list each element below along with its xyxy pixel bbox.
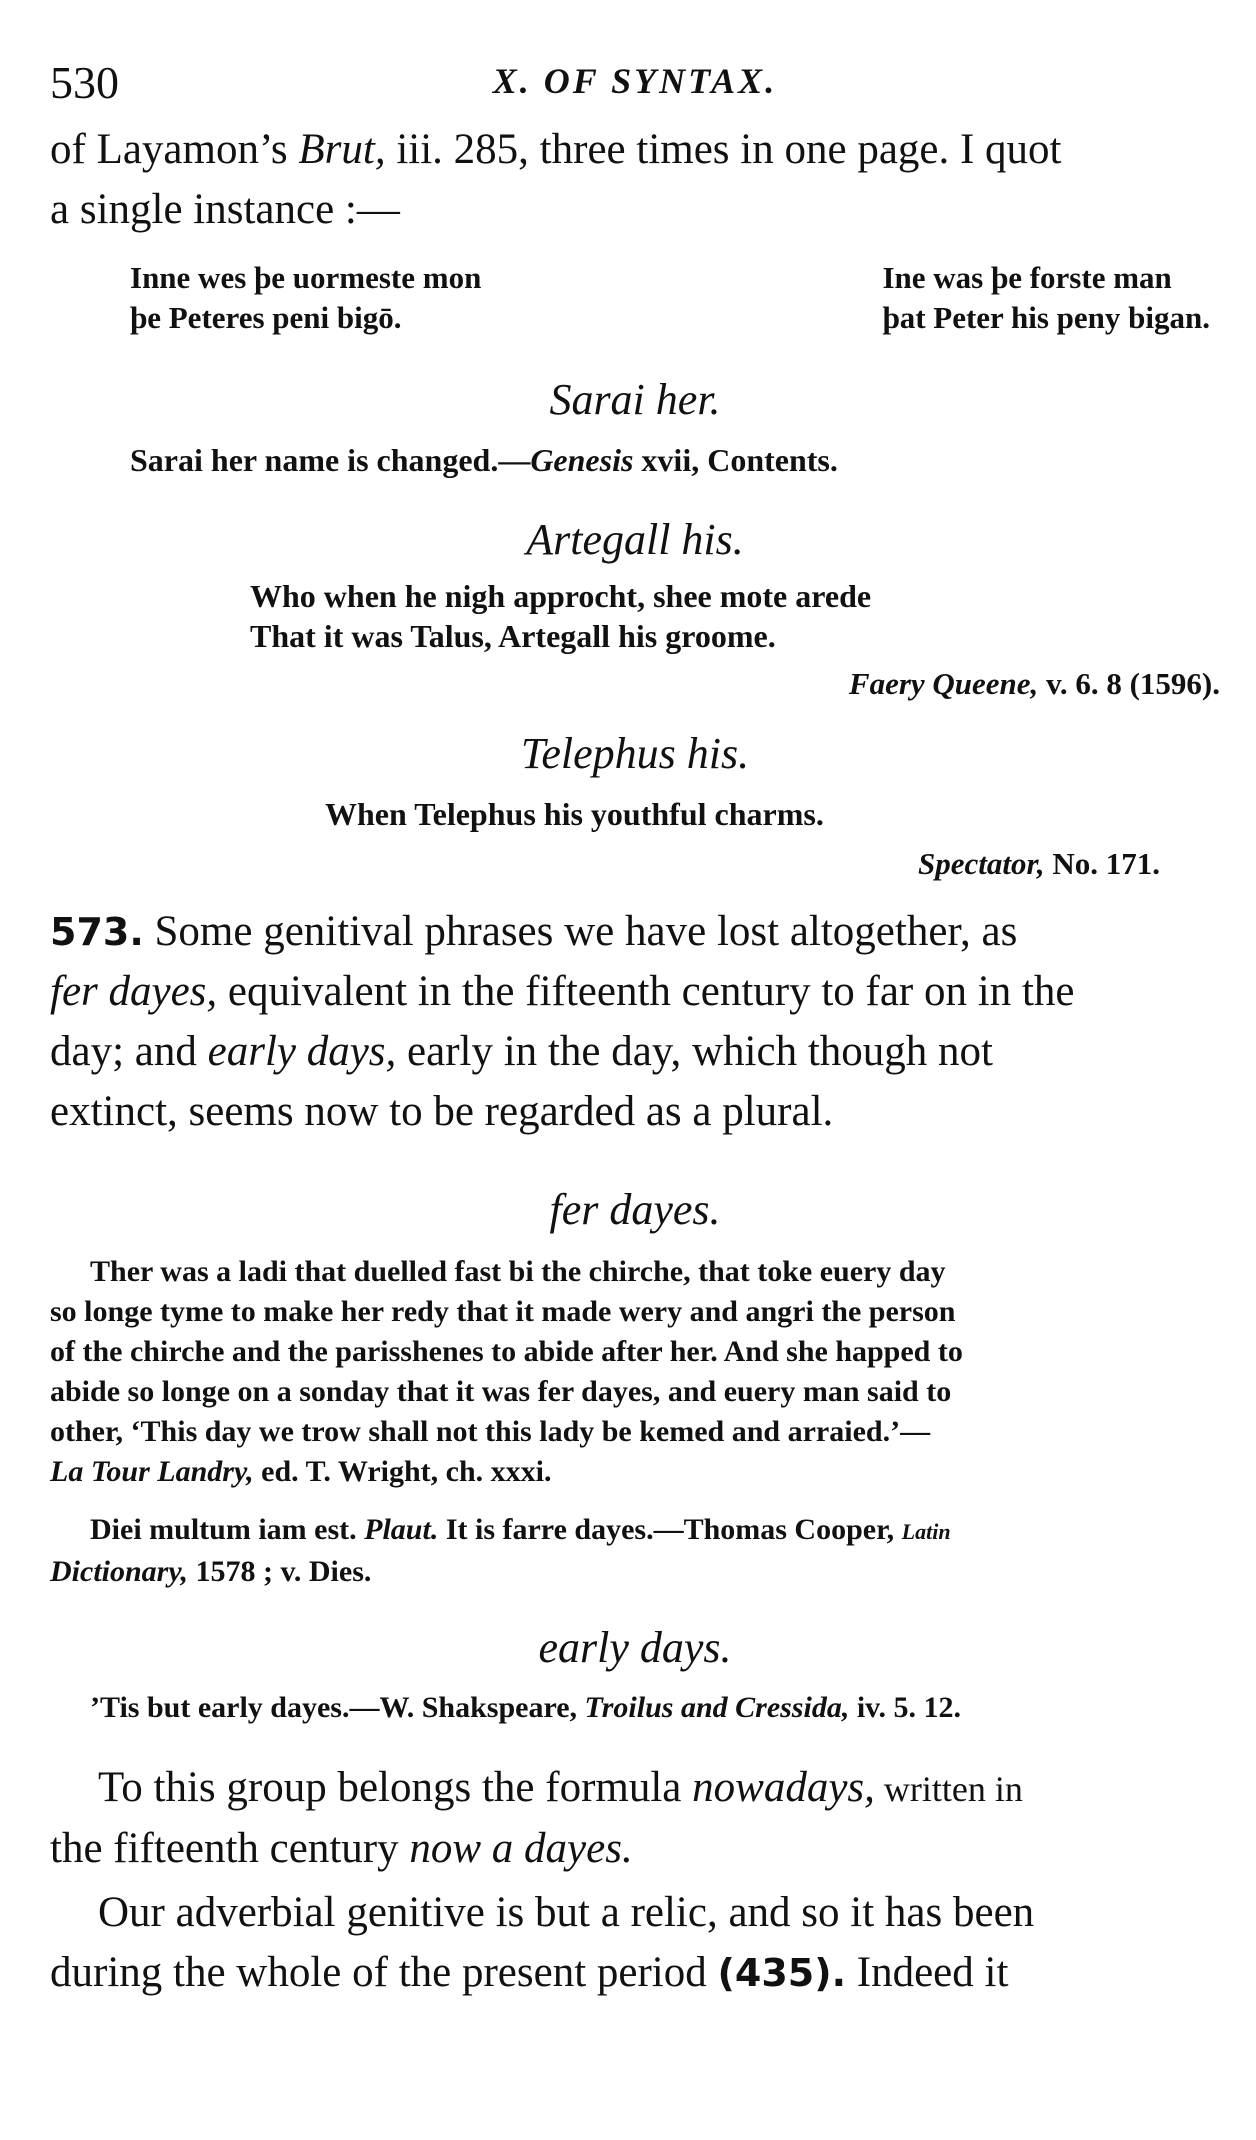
dictionary-ref: 1578 ; v. Dies. <box>188 1555 372 1588</box>
paragraph-reference: (435). <box>717 1951 847 1995</box>
telephus-quote: When Telephus his youthful charms. <box>325 796 824 832</box>
running-head: X. OF SYNTAX. <box>492 61 778 101</box>
sarai-quote-text: Sarai her name is changed.— <box>130 442 531 478</box>
early-days-heading: early days. <box>538 1623 732 1672</box>
verse-left-line-1: Inne wes þe uormeste mon <box>130 260 482 295</box>
nowadays-term: nowadays, <box>692 1764 875 1811</box>
section-573 <box>50 902 1220 1142</box>
artegall-line-1: Who when he nigh approcht, shee mote arede <box>250 578 872 614</box>
fer-dayes-line-3: of the chirche and the parisshenes to abide after her. And she happed to <box>50 1335 963 1368</box>
verse-block <box>50 258 1220 338</box>
la-tour-landry-title: La Tour Landry, <box>50 1455 254 1488</box>
brut-title: Brut, <box>298 126 386 173</box>
verse-right <box>882 258 1210 338</box>
closing-p1-line-2 <box>50 1819 1220 1879</box>
latin-line-1 <box>50 1510 1220 1552</box>
section-573-line-1 <box>50 902 1220 962</box>
fer-dayes-heading: fer dayes. <box>549 1185 721 1234</box>
sarai-quote <box>50 440 1220 480</box>
sarai-quote-ref: xvii, Contents. <box>633 442 838 478</box>
closing-p1-text-2: written in <box>874 1769 1023 1809</box>
latin-line-2 <box>50 1552 1220 1592</box>
early-days-text: ’Tis but early dayes.—W. Shakspeare, <box>90 1691 585 1724</box>
section-573-text-1: Some genitival phrases we have lost altogether, as <box>143 908 1018 955</box>
closing-p1-text: To this group belongs the formula <box>98 1764 693 1811</box>
latin-word: Latin <box>901 1519 951 1544</box>
artegall-heading: Artegall his. <box>526 515 744 564</box>
verse-right-line-1: Ine was þe forste man <box>882 260 1172 295</box>
dictionary-title: Dictionary, <box>50 1555 189 1588</box>
cooper-text: It is farre dayes.—Thomas Cooper, <box>438 1513 902 1546</box>
plaut-ref: Plaut. <box>364 1513 439 1546</box>
telephus-source-ref: No. 171. <box>1044 846 1160 881</box>
book-page <box>50 50 1220 2003</box>
fer-dayes-line-2: so longe tyme to make her redy that it made wery and angri the person <box>50 1295 956 1328</box>
opening-line-2: a single instance :— <box>50 186 400 233</box>
verse-right-line-2: þat Peter his peny bigan. <box>882 300 1210 335</box>
latin-text: Diei multum iam est. <box>90 1513 365 1546</box>
early-days-quote <box>50 1688 1220 1728</box>
fer-dayes-line-5: other, ‘This day we trow shall not this lady be kemed and arraied.’— <box>50 1415 931 1448</box>
verse-left-line-2: þe Peteres peni bigō. <box>130 300 402 335</box>
closing-paragraph-1 <box>50 1758 1220 1879</box>
artegall-source <box>50 662 1220 706</box>
closing-p2-text: during the whole of the present period <box>50 1949 718 1996</box>
early-days-term: early days, <box>207 1028 397 1075</box>
verse-left <box>130 258 481 338</box>
artegall-quote <box>50 576 1220 656</box>
page-header <box>50 50 1220 120</box>
now-a-dayes-term: now a dayes. <box>409 1825 633 1872</box>
section-573-line-2 <box>50 962 1220 1022</box>
closing-p1-line-1 <box>50 1758 1220 1819</box>
closing-paragraph-2 <box>50 1883 1220 2003</box>
fer-dayes-term: fer dayes, <box>50 968 218 1015</box>
artegall-source-ref: v. 6. 8 (1596). <box>1038 666 1220 701</box>
la-tour-landry-ref: ed. T. Wright, ch. xxxi. <box>253 1455 552 1488</box>
closing-p2-line-1: Our adverbial genitive is but a relic, and so it has been <box>98 1889 1035 1936</box>
section-573-line-4: extinct, seems now to be regarded as a plural. <box>50 1088 834 1135</box>
telephus-heading: Telephus his. <box>520 729 750 778</box>
opening-line-1 <box>50 120 1220 180</box>
fer-dayes-source <box>50 1452 1220 1492</box>
closing-p2-line-2 <box>50 1943 1220 2003</box>
troilus-ref: iv. 5. 12. <box>849 1691 962 1724</box>
section-573-text-2: equivalent in the fifteenth century to far on in the <box>217 968 1075 1015</box>
artegall-line-2: That it was Talus, Artegall his groome. <box>250 618 776 654</box>
artegall-source-title: Faery Queene, <box>848 666 1039 701</box>
closing-p2-text-2: Indeed it <box>846 1949 1009 1996</box>
opening-paragraph <box>50 120 1220 240</box>
telephus-source <box>50 842 1220 886</box>
opening-text-rest: iii. 285, three times in one page. I quot <box>385 126 1062 173</box>
opening-text: of Layamon’s <box>50 126 299 173</box>
fer-dayes-line-1: Ther was a ladi that duelled fast bi the chirche, that toke euery day <box>90 1255 946 1288</box>
section-number: 573. <box>50 910 144 954</box>
telephus-source-title: Spectator, <box>918 846 1045 881</box>
fer-dayes-line-4: abide so longe on a sonday that it was fer dayes, and euery man said to <box>50 1375 952 1408</box>
latin-quote <box>50 1510 1220 1592</box>
section-573-text-3a: day; and <box>50 1028 208 1075</box>
troilus-title: Troilus and Cressida, <box>584 1691 850 1724</box>
sarai-quote-source: Genesis <box>530 442 634 478</box>
closing-p1-text-3: the fifteenth century <box>50 1825 410 1872</box>
section-573-text-3b: early in the day, which though not <box>396 1028 993 1075</box>
section-573-line-3 <box>50 1022 1220 1082</box>
fer-dayes-quote <box>50 1252 1220 1492</box>
sarai-heading: Sarai her. <box>549 375 721 424</box>
page-number: 530 <box>50 57 119 108</box>
